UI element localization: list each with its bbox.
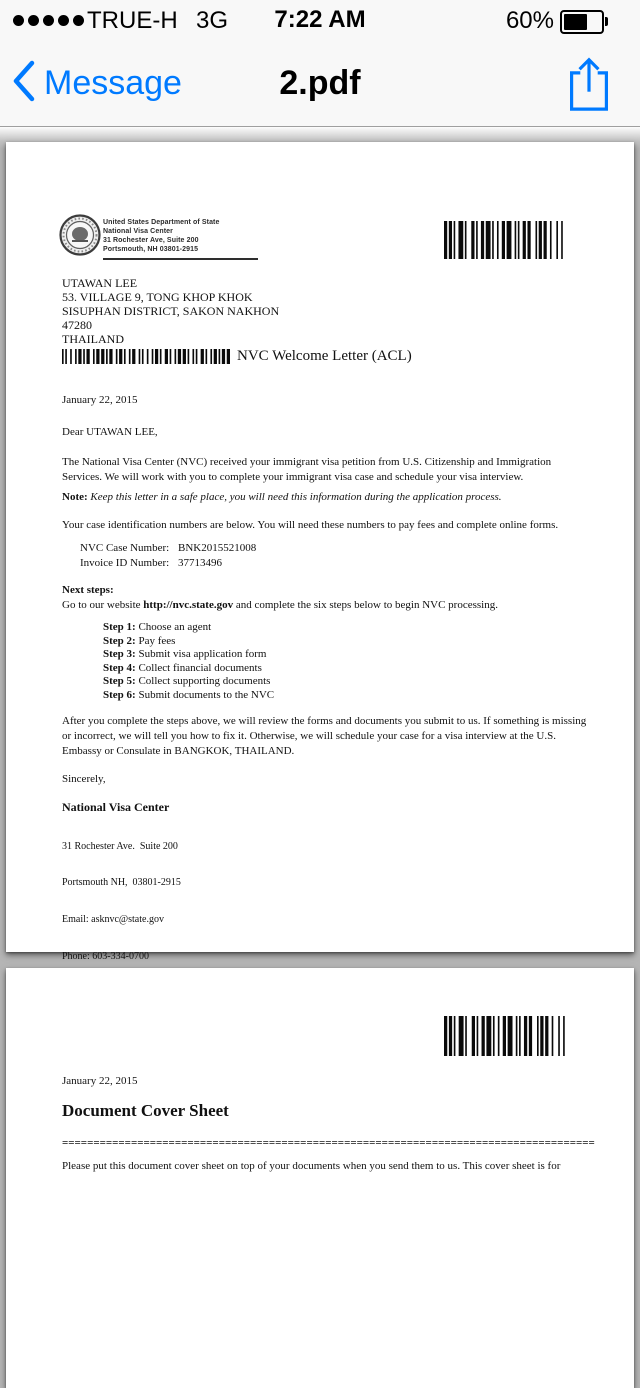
paragraph: Your case identification numbers are below. You will need these numbers to pay fees and complete online forms. <box>62 519 559 531</box>
letterhead-line: National Visa Center <box>103 228 173 235</box>
step-item <box>103 621 592 635</box>
note-text: Keep this letter in a safe place, you will need this information during the application process. <box>87 491 502 503</box>
address-barcode <box>62 349 230 364</box>
paragraph: Please put this document cover sheet on top of your documents when you send them to us. This cover sheet is for <box>62 1160 561 1172</box>
note-label: Note: <box>62 491 88 503</box>
step-label: Step 4: <box>103 661 136 674</box>
battery-percent: 60% <box>505 7 554 34</box>
signature-line: Portsmouth NH, 03801-2915 <box>62 877 181 889</box>
step-item <box>103 689 592 703</box>
letter-type-label: NVC Welcome Letter (ACL) <box>237 348 412 364</box>
share-button[interactable] <box>564 54 614 112</box>
network-type-label: 3G <box>196 7 229 34</box>
recipient-line: SISUPHAN DISTRICT, SAKON NAKHON <box>62 304 280 318</box>
intro-text: Go to our website <box>62 599 144 611</box>
letterhead <box>103 218 220 254</box>
letterhead-line: Portsmouth, NH 03801-2915 <box>103 246 199 253</box>
department-of-state-seal-icon <box>59 214 101 261</box>
step-text: Submit visa application form <box>135 648 267 660</box>
step-label: Step 2: <box>103 634 136 647</box>
letter-date: January 22, 2015 <box>62 394 138 406</box>
recipient-line: 53. VILLAGE 9, TONG KHOP KHOK <box>62 290 253 304</box>
recipient-line: UTAWAN LEE <box>62 276 138 290</box>
document-title: 2.pdf <box>279 63 361 102</box>
signature-name: National Visa Center <box>62 800 170 814</box>
signature-line: Phone: 603-334-0700 <box>62 951 149 963</box>
cover-sheet-body <box>62 1063 595 1185</box>
letter-body <box>62 393 592 1025</box>
pdf-page-2 <box>6 968 634 1388</box>
status-bar <box>0 0 640 40</box>
signature-line: Email: asknvc@state.gov <box>62 914 164 926</box>
case-barcode <box>444 221 566 259</box>
next-steps-heading: Next steps: <box>62 584 114 596</box>
battery-icon <box>560 10 604 34</box>
salutation: Dear UTAWAN LEE, <box>62 426 158 438</box>
next-steps-intro <box>62 598 592 613</box>
step-label: Step 6: <box>103 688 136 701</box>
note-paragraph <box>62 490 592 505</box>
step-text: Collect supporting documents <box>135 675 271 687</box>
recipient-address-block <box>62 276 279 346</box>
step-text: Submit documents to the NVC <box>135 688 275 701</box>
pdf-scroll-area[interactable] <box>0 127 640 1172</box>
status-time: 7:22 AM <box>274 6 366 33</box>
cover-sheet-heading: Document Cover Sheet <box>62 1101 229 1120</box>
recipient-line: 47280 <box>62 318 92 332</box>
invoice-id-row <box>80 556 592 571</box>
top-chrome <box>0 0 640 127</box>
case-number-label: NVC Case Number: <box>80 542 170 554</box>
case-number-value: BNK2015521008 <box>178 542 257 554</box>
recipient-line: THAILAND <box>62 332 124 346</box>
back-button-label: Message <box>44 64 182 102</box>
cover-sheet-date: January 22, 2015 <box>62 1075 138 1087</box>
step-item <box>103 648 592 662</box>
paragraph: The National Visa Center (NVC) received your immigrant visa petition from U.S. Citizenship and Immigration Services. We will work with you to complete your immigrant visa case and schedule your visa interview. <box>62 456 552 483</box>
letterhead-divider <box>103 258 258 260</box>
carrier-label: TRUE-H <box>87 7 178 34</box>
case-number-row <box>80 541 592 556</box>
step-label: Step 3: <box>103 648 136 660</box>
cover-sheet-barcode <box>444 1016 568 1056</box>
step-text: Pay fees <box>135 634 176 647</box>
invoice-id-value: 37713496 <box>178 557 222 569</box>
step-item <box>103 635 592 649</box>
case-identification-block <box>80 541 592 571</box>
step-text: Choose an agent <box>135 621 212 633</box>
invoice-id-label: Invoice ID Number: <box>80 557 170 569</box>
step-item <box>103 675 592 689</box>
equals-divider: ===================================================================================== <box>62 1137 595 1149</box>
nvc-website-url: http://nvc.state.gov <box>143 599 234 611</box>
letterhead-line: 31 Rochester Ave, Suite 200 <box>103 237 199 244</box>
steps-list <box>103 621 592 702</box>
intro-text: and complete the six steps below to begin NVC processing. <box>233 599 498 611</box>
paragraph: After you complete the steps above, we will review the forms and documents you submit to us. If something is missing or incorrect, we will tell you how to fix it. Otherwise, we will schedule your case for a visa interview at the U.S. Embassy or Consulate in BANGKOK, THAILAND. <box>62 715 587 757</box>
step-label: Step 1: <box>103 621 136 633</box>
step-item <box>103 662 592 676</box>
letterhead-line: United States Department of State <box>103 219 220 226</box>
pdf-page-1 <box>6 142 634 963</box>
navigation-bar <box>0 40 640 126</box>
step-text: Collect financial documents <box>135 661 262 674</box>
step-label: Step 5: <box>103 675 136 687</box>
closing: Sincerely, <box>62 773 106 785</box>
signature-line: 31 Rochester Ave. Suite 200 <box>62 840 178 852</box>
share-icon <box>564 54 614 112</box>
